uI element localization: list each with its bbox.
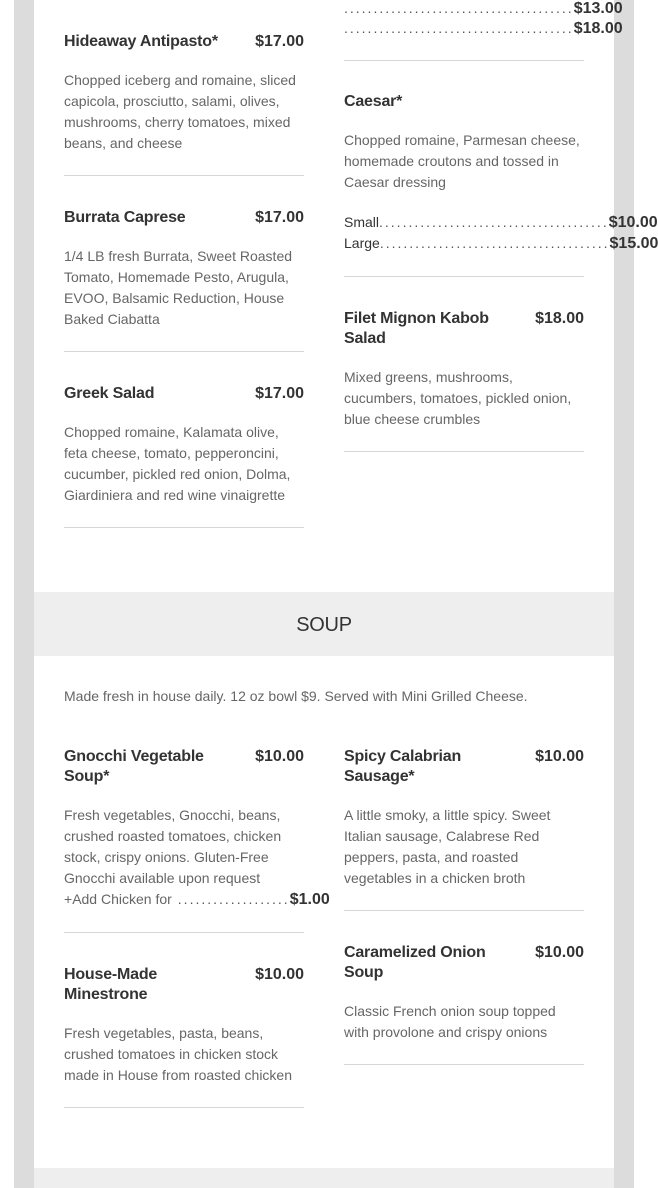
item-price: $10.00: [255, 748, 304, 765]
section-note: Made fresh in house daily. 12 oz bowl $9. Served with Mini Grilled Cheese.: [64, 688, 528, 704]
divider: [64, 1107, 304, 1108]
size-price: $15.00: [609, 235, 658, 252]
item-name: Greek Salad: [64, 385, 155, 402]
item-price: $17.00: [255, 385, 304, 402]
size-price-row: [344, 20, 623, 40]
size-price: $10.00: [608, 214, 658, 231]
item-description: Fresh vegetables, Gnocchi, beans, crushed roasted tomatoes, chicken stock, crispy onions. Gluten-Free Gnocchi available upon request: [64, 807, 282, 886]
item-name: Caesar*: [344, 93, 403, 110]
divider: [64, 351, 304, 352]
plus-icon: +: [64, 891, 73, 907]
item-description: Mixed greens, mushrooms, cucumbers, tomatoes, pickled onion, blue cheese crumbles: [344, 369, 572, 427]
size-label: Small: [344, 214, 380, 230]
addon-price: $1.00: [289, 891, 330, 908]
size-price: $18.00: [573, 20, 623, 37]
addon-row: [64, 891, 330, 911]
addon-label: Add Chicken for: [72, 891, 172, 907]
item-description: Fresh vegetables, pasta, beans, crushed tomatoes in chicken stock made in House from roasted chicken: [64, 1025, 292, 1083]
divider: [344, 60, 584, 61]
item-name: Hideaway Antipasto*: [64, 33, 218, 50]
leader-dots: .......................................: [379, 235, 610, 251]
divider: [344, 276, 584, 277]
item-price: $17.00: [255, 33, 304, 50]
divider: [344, 451, 584, 452]
item-price: $10.00: [535, 748, 584, 765]
item-name: Spicy Calabrian Sausage*: [344, 748, 462, 785]
item-name: Gnocchi Vegetable Soup*: [64, 748, 204, 785]
item-name: House-Made Minestrone: [64, 966, 158, 1003]
divider: [64, 932, 304, 933]
item-description: Chopped romaine, Parmesan cheese, homemade croutons and tossed in Caesar dressing: [344, 132, 580, 190]
item-description: A little smoky, a little spicy. Sweet Italian sausage, Calabrese Red peppers, pasta, and roasted vegetables in a chicken broth: [344, 807, 551, 886]
size-price-row-small: [344, 214, 658, 234]
divider: [64, 527, 304, 528]
item-name: Burrata Caprese: [64, 209, 186, 226]
soup-section-header: [34, 592, 614, 656]
item-price: $10.00: [535, 944, 584, 961]
divider: [344, 910, 584, 911]
section-title: SOUP: [296, 614, 352, 636]
divider: [64, 175, 304, 176]
item-name: Filet Mignon Kabob Salad: [344, 310, 489, 347]
divider: [344, 1064, 584, 1065]
item-price: $10.00: [255, 966, 304, 983]
size-label: Large: [344, 235, 380, 251]
size-price: $13.00: [573, 0, 623, 17]
leader-dots: .......................................: [344, 0, 574, 16]
item-description: Chopped iceberg and romaine, sliced capicola, prosciutto, salami, olives, mushrooms, cherry tomatoes, mixed beans, and cheese: [64, 72, 296, 151]
size-price-row-large: [344, 235, 658, 255]
item-description: 1/4 LB fresh Burrata, Sweet Roasted Tomato, Homemade Pesto, Arugula, EVOO, Balsamic Reduction, House Baked Ciabatta: [64, 248, 293, 327]
leader-dots: .......................................: [379, 214, 609, 230]
leader-dots: .......................................: [344, 20, 574, 36]
size-price-row: [344, 0, 623, 20]
item-price: $17.00: [255, 209, 304, 226]
item-description: Chopped romaine, Kalamata olive, feta cheese, tomato, pepperoncini, cucumber, pickled red onion, Dolma, Giardiniera and red wine vinaigrette: [64, 424, 291, 503]
item-description: Classic French onion soup topped with provolone and crispy onions: [344, 1003, 556, 1040]
item-price: $18.00: [535, 310, 584, 327]
leader-dots: ...................: [177, 891, 290, 907]
item-name: Caramelized Onion Soup: [344, 944, 486, 981]
next-section-header: [34, 1168, 614, 1188]
